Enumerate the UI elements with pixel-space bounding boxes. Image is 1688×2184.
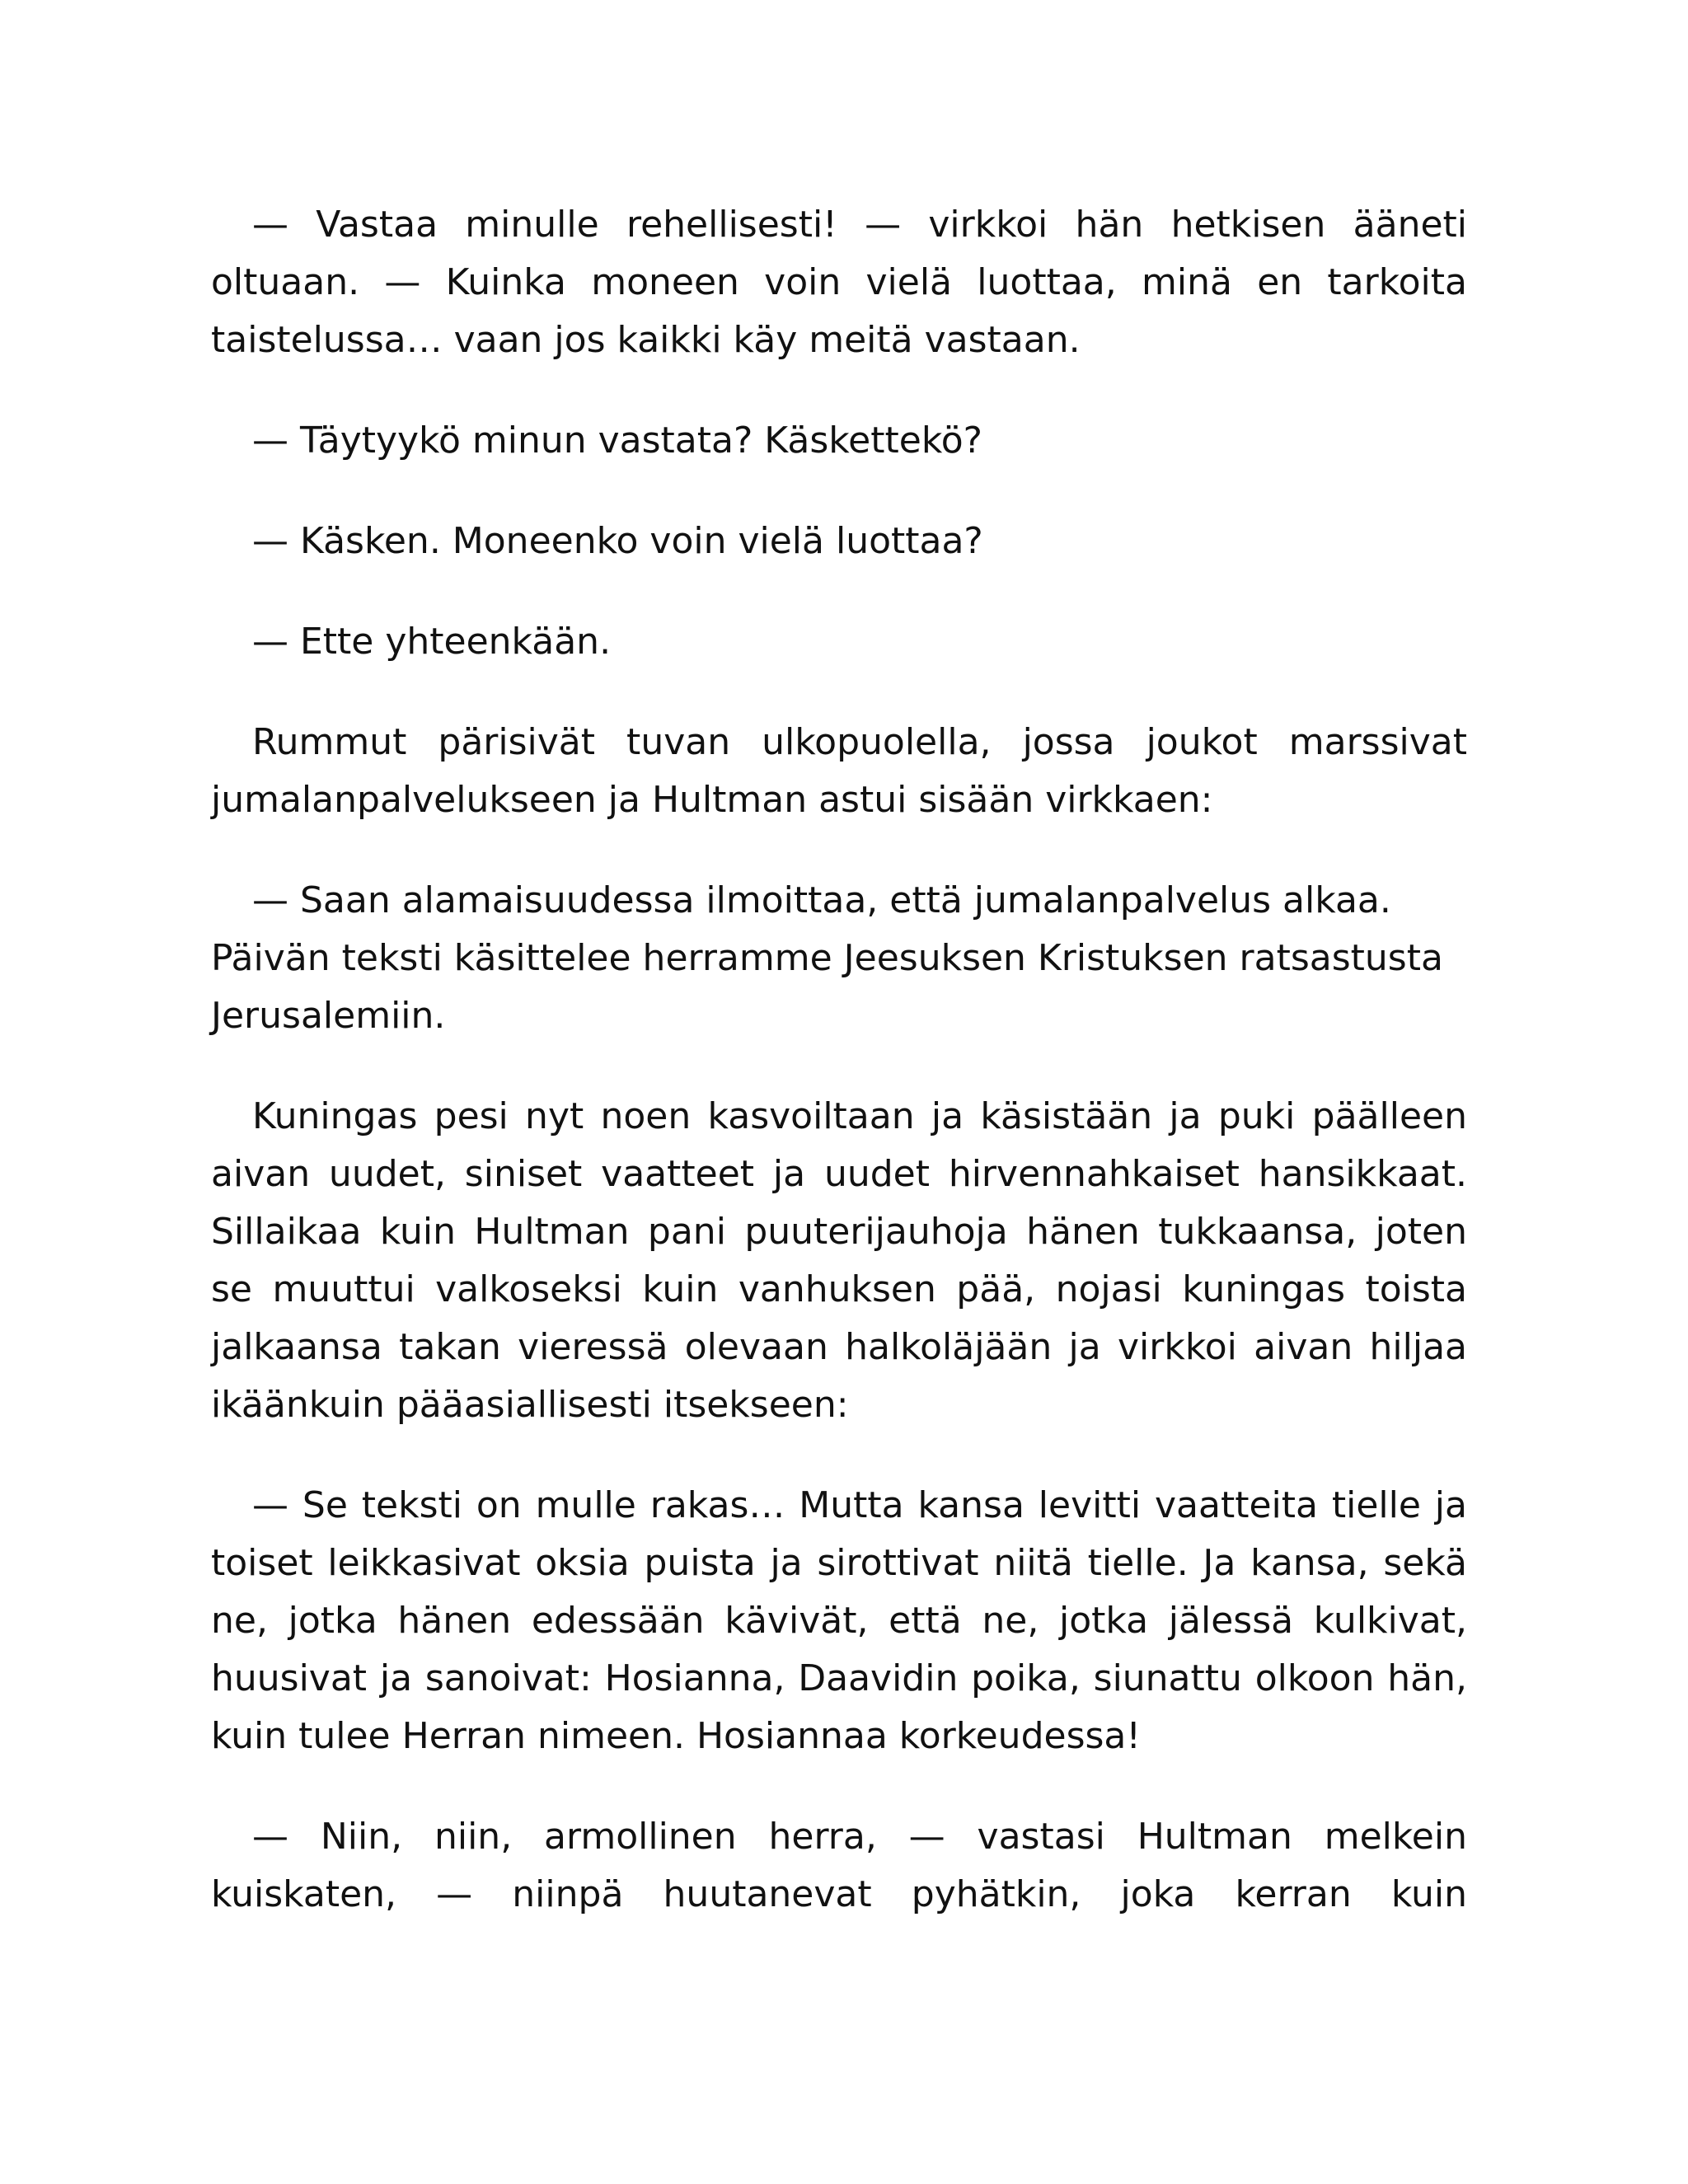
- paragraph-question: — Vastaa minulle rehellisesti! — virkkoi hän hetkisen ääneti oltuaan. — Kuinka moneen voin vielä luottaa, minä en tarkoita taistelussa… vaan jos kaikki käy meitä vastaan.: [211, 204, 1467, 361]
- paragraph-king-dresses: Kuningas pesi nyt noen kasvoiltaan ja käsistään ja puki päälleen aivan uudet, siniset vaatteet ja uudet hirvennahkaiset hansikkaat. Sillaikaa kuin Hultman pani puuterijauhoja hänen tukkaansa, joten se muuttui valkoseksi kuin vanhuksen pää, nojasi kuningas toista jalkaansa takan vieressä olevaan halkoläjään ja virkkoi aivan hiljaa ikäänkuin pääasiallisesti itsekseen:: [211, 1095, 1467, 1426]
- paragraph-text-dear: — Se teksti on mulle rakas… Mutta kansa levitti vaatteita tielle ja toiset leikkasivat oksia puista ja sirottivat niitä tielle. Ja kansa, sekä ne, jotka hänen edessään kävivät, että ne, jotka jälessä kulkivat, huusivat ja sanoivat: Hosianna, Daavidin poika, siunattu olkoon hän, kuin tulee Herran nimeen. Hosiannaa korkeudessa!: [211, 1484, 1467, 1757]
- paragraph-not-one: — Ette yhteenkään.: [252, 621, 612, 663]
- paragraph-service-begins: — Saan alamaisuudessa ilmoittaa, että jumalanpalvelus alkaa. Päivän teksti käsittelee herramme Jeesuksen Kristuksen ratsastusta Jerusalemiin.: [211, 879, 1443, 1037]
- paragraph-command: — Käsken. Moneenko voin vielä luottaa?: [252, 520, 983, 562]
- paragraph-drums: Rummut pärisivät tuvan ulkopuolella, jossa joukot marssivat jumalanpalvelukseen ja Hultman astui sisään virkkaen:: [211, 721, 1467, 821]
- paragraph-hultman-reply: — Niin, niin, armollinen herra, — vastasi Hultman melkein kuiskaten, — niinpä huutanevat pyhätkin, joka kerran kuin: [211, 1816, 1467, 1915]
- document-page: [211, 196, 1467, 1966]
- paragraph-must-answer: — Täytyykö minun vastata? Käskettekö?: [252, 419, 983, 462]
